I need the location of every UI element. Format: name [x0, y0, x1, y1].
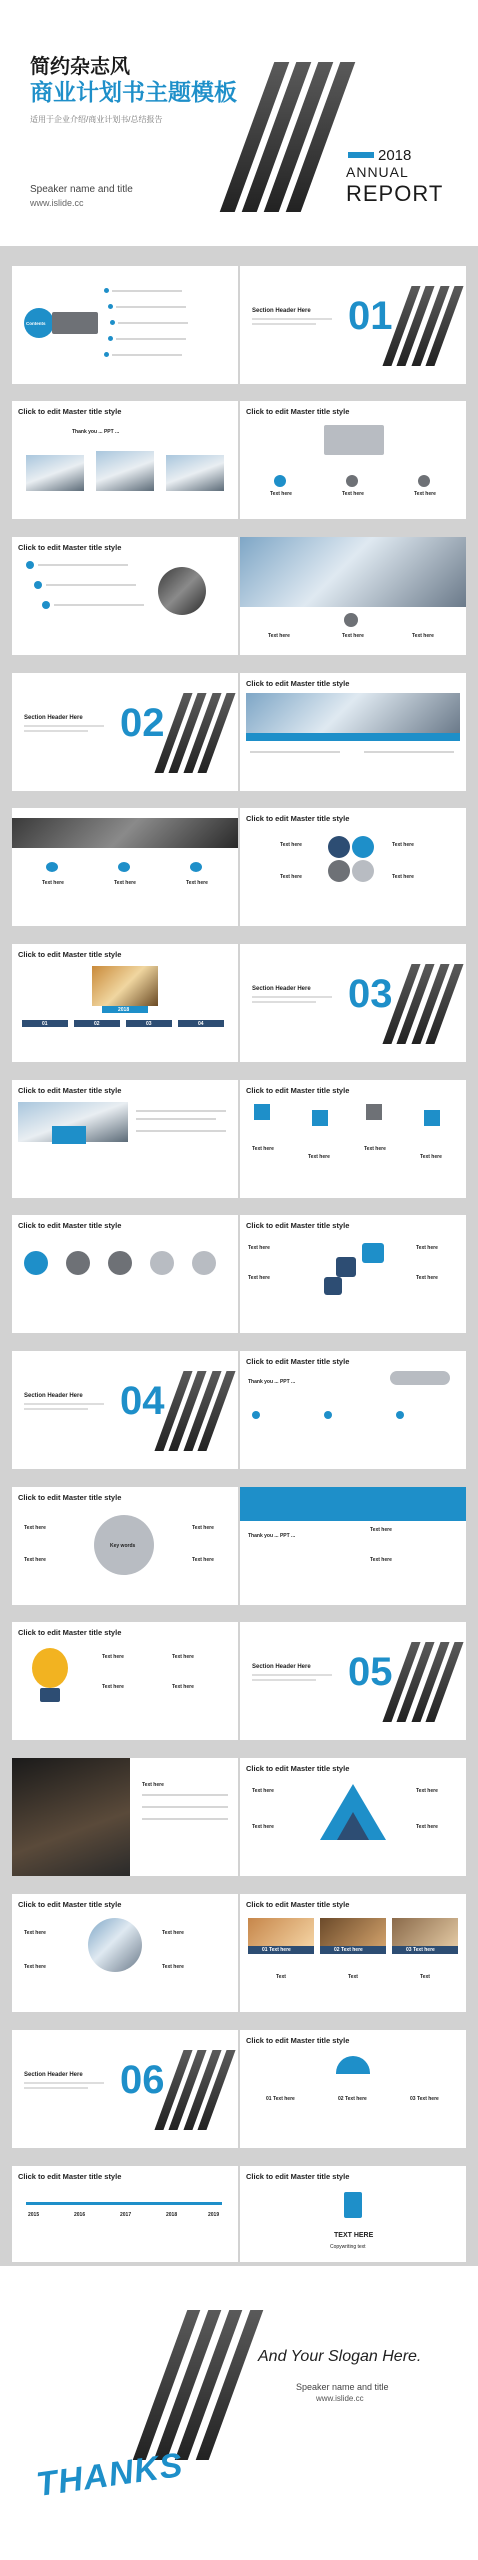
column-text: Text: [276, 1974, 286, 1980]
item-label: Text here: [24, 1525, 46, 1531]
airplane-image: [390, 1371, 450, 1385]
tab-label: 01 Text here: [262, 1947, 291, 1953]
item-label: Text here: [102, 1654, 124, 1660]
cover-speaker: Speaker name and title: [30, 184, 133, 195]
section-desc-line: [24, 2087, 88, 2089]
contents-item-5: [112, 354, 182, 356]
item-label: Text here: [102, 1684, 124, 1690]
slide-title: Click to edit Master title style: [18, 1900, 122, 1909]
contents-item-icon-5: [104, 352, 109, 357]
tab-photo-3: [392, 1918, 458, 1946]
slide-photo-banner[interactable]: [240, 673, 466, 791]
cover-year: 2018: [378, 147, 412, 164]
item-label: Text here: [252, 1788, 274, 1794]
circle-icon-1: [24, 1251, 48, 1275]
lightbulb-base: [40, 1688, 60, 1702]
instagram-icon: [336, 1257, 356, 1277]
photo-building-1: [26, 455, 84, 491]
slide-key-words[interactable]: [12, 1487, 238, 1605]
ending-slogan: And Your Slogan Here.: [258, 2348, 422, 2365]
item-label: Text here: [308, 1154, 330, 1160]
item-label: Text here: [280, 874, 302, 880]
thanks-lettering: THANKS: [34, 2445, 186, 2505]
section-stripe-graphic: [162, 693, 228, 773]
cover-annual: ANNUAL: [346, 164, 409, 180]
section-number: 06: [120, 2058, 165, 2102]
slide-blue-panel[interactable]: [240, 1487, 466, 1605]
ending-speaker: Speaker name and title: [296, 2382, 389, 2392]
item-label: Text here: [114, 880, 136, 886]
section-number: 02: [120, 701, 165, 745]
icon-2: [324, 1411, 332, 1419]
accent-block: [52, 1126, 86, 1144]
slide-title: Click to edit Master title style: [246, 1357, 350, 1366]
column-text: Text: [348, 1974, 358, 1980]
slide-section-05[interactable]: [240, 1622, 466, 1740]
item-label: Text here: [416, 1245, 438, 1251]
item-label: Text here: [162, 1964, 184, 1970]
item-label: Text here: [412, 633, 434, 639]
section-desc-line: [252, 323, 316, 325]
slide-petal-diagram[interactable]: [240, 808, 466, 926]
tab-photo-2: [320, 1918, 386, 1946]
timeline-year: 2018: [166, 2212, 178, 2218]
slide-browser-icons[interactable]: [240, 401, 466, 519]
city-night-photo: [12, 1758, 130, 1876]
tab-photo-1: [248, 1918, 314, 1946]
slide-section-04[interactable]: [12, 1351, 238, 1469]
step-box-2: [312, 1110, 328, 1126]
item-label: Text here: [192, 1525, 214, 1531]
banner-strip: [246, 733, 460, 741]
slide-title: Click to edit Master title style: [18, 1628, 122, 1637]
slide-step-boxes[interactable]: [240, 1080, 466, 1198]
column-label: 03: [146, 1021, 152, 1027]
item-label: Text here: [268, 633, 290, 639]
timeline-year: 2016: [74, 2212, 86, 2218]
item-label: Text here: [172, 1654, 194, 1660]
tab-label: 02 Text here: [338, 2096, 367, 2102]
icon-3: [396, 1411, 404, 1419]
circle-icon-5: [192, 1251, 216, 1275]
icon-circle: [344, 613, 358, 627]
item-label: Text here: [416, 1275, 438, 1281]
slide-key-text: Thank you ... PPT ...: [72, 429, 120, 435]
item-label: Text here: [370, 1557, 392, 1563]
cover-title-line2: 商业计划书主题模板: [30, 79, 237, 105]
circle-icon-2: [66, 1251, 90, 1275]
timeline-year: 2015: [28, 2212, 40, 2218]
section-header: Section Header Here: [252, 308, 311, 314]
item-label: Text here: [248, 1275, 270, 1281]
item-label: Text here: [248, 1245, 270, 1251]
contents-item-icon-2: [108, 304, 113, 309]
contents-item-2: [116, 306, 186, 308]
scaffold-photo: [92, 966, 158, 1006]
text-line: [250, 751, 340, 753]
section-desc-line: [24, 730, 88, 732]
tab-label: 02 Text here: [334, 1947, 363, 1953]
slide-photo-tabs[interactable]: [240, 1894, 466, 2012]
slide-mountain-photo[interactable]: [12, 1080, 238, 1198]
slide-title: Click to edit Master title style: [246, 2172, 350, 2181]
section-stripe-graphic: [162, 2050, 228, 2130]
drink-icon: [344, 2192, 362, 2218]
section-desc-line: [24, 2082, 104, 2084]
slide-title: Click to edit Master title style: [18, 1086, 122, 1095]
section-header: Section Header Here: [24, 2072, 83, 2078]
icon-circle-1: [274, 475, 286, 487]
section-number: 03: [348, 972, 393, 1016]
slide-circle-photo[interactable]: [12, 1894, 238, 2012]
item-label: Text here: [24, 1557, 46, 1563]
section-header: Section Header Here: [24, 1393, 83, 1399]
slide-airplane[interactable]: [240, 1351, 466, 1469]
circle-photo: [88, 1918, 142, 1972]
slide-timeline[interactable]: [12, 2166, 238, 2262]
section-desc-line: [24, 1408, 88, 1410]
cover-slide: [0, 0, 478, 246]
blue-panel: [240, 1487, 466, 1521]
slide-umbrella[interactable]: [240, 2030, 466, 2148]
section-desc-line: [252, 996, 332, 998]
slide-columns[interactable]: [12, 944, 238, 1062]
contents-item-icon-1: [104, 288, 109, 293]
slide-title: Click to edit Master title style: [18, 1493, 122, 1502]
slide-city-night[interactable]: [12, 1758, 238, 1876]
slide-title: Click to edit Master title style: [246, 679, 350, 688]
petal-4: [352, 860, 374, 882]
building-photo: [240, 537, 466, 607]
item-label: Text here: [270, 491, 292, 497]
cloud-icon: [118, 862, 130, 872]
item-label: Text here: [252, 1146, 274, 1152]
year-tag-label: 2018: [118, 1007, 130, 1013]
item-label: Text here: [364, 1146, 386, 1152]
triangle-diagram: [318, 1782, 388, 1842]
item-label: Text here: [172, 1684, 194, 1690]
item-label: Text here: [24, 1964, 46, 1970]
slide-title: Click to edit Master title style: [246, 407, 350, 416]
item-label: Text here: [342, 491, 364, 497]
contents-label: Contents: [26, 321, 46, 326]
step-box-1: [254, 1104, 270, 1120]
photo-building-3: [166, 455, 224, 491]
section-header: Section Header Here: [252, 986, 311, 992]
text-here-caps: TEXT HERE: [334, 2232, 374, 2239]
section-number: 05: [348, 1650, 393, 1694]
section-desc-line: [24, 1403, 104, 1405]
tab-label: 03 Text here: [406, 1947, 435, 1953]
copy-text: Copywriting text: [330, 2244, 366, 2250]
slide-lightbulb[interactable]: [12, 1622, 238, 1740]
section-number: 01: [348, 294, 393, 338]
slide-photo-icons[interactable]: [240, 537, 466, 655]
contents-arrow-shape: [52, 312, 98, 334]
item-label: Text here: [42, 880, 64, 886]
section-header: Section Header Here: [24, 715, 83, 721]
text-line: [142, 1806, 228, 1808]
item-label: Text here: [142, 1782, 164, 1788]
slide-cloud-icons[interactable]: [12, 808, 238, 926]
umbrella-icon: [336, 2056, 370, 2074]
slide-title: Click to edit Master title style: [18, 950, 122, 959]
cover-subtitle: 适用于企业介绍/商业计划书/总结报告: [30, 115, 163, 124]
item-label: Text here: [416, 1824, 438, 1830]
ending-website: www.islide.cc: [316, 2394, 364, 2403]
tab-label: 01 Text here: [266, 2096, 295, 2102]
icon-1: [252, 1411, 260, 1419]
cloud-icon: [190, 862, 202, 872]
timeline-year: 2017: [120, 2212, 132, 2218]
slide-social-icons[interactable]: [240, 1215, 466, 1333]
item-label: Text here: [192, 1557, 214, 1563]
text-line: [142, 1794, 228, 1796]
section-desc-line: [252, 1679, 316, 1681]
item-label: Text here: [392, 874, 414, 880]
petal-3: [328, 860, 350, 882]
column-label: 01: [42, 1021, 48, 1027]
section-header: Section Header Here: [252, 1664, 311, 1670]
slide-title: Click to edit Master title style: [246, 2036, 350, 2045]
slide-magnifier[interactable]: [12, 537, 238, 655]
photo-building-2: [96, 451, 154, 491]
list-line-3: [54, 604, 144, 606]
item-label: Text here: [420, 1154, 442, 1160]
section-stripe-graphic: [390, 286, 456, 366]
section-stripe-graphic: [390, 964, 456, 1044]
cover-accent-bar: [348, 152, 374, 158]
section-desc-line: [252, 1674, 332, 1676]
column-label: 04: [198, 1021, 204, 1027]
section-stripe-graphic: [390, 1642, 456, 1722]
text-line: [364, 751, 454, 753]
slide-title: Click to edit Master title style: [246, 814, 350, 823]
section-number: 04: [120, 1379, 165, 1423]
dark-photo-banner: [12, 818, 238, 848]
circle-icon-3: [108, 1251, 132, 1275]
cover-website: www.islide.cc: [30, 198, 84, 208]
item-label: Text here: [252, 1824, 274, 1830]
cover-stripe-graphic: [232, 62, 342, 212]
section-desc-line: [24, 725, 104, 727]
banner-photo: [246, 693, 460, 733]
list-number-1: [26, 561, 34, 569]
list-line-2: [46, 584, 136, 586]
item-label: Text here: [186, 880, 208, 886]
browser-mockup: [324, 425, 384, 455]
slide-title: Click to edit Master title style: [246, 1221, 350, 1230]
slide-section-02[interactable]: [12, 673, 238, 791]
slide-key-text: Thank you ... PPT ...: [248, 1533, 296, 1539]
list-number-3: [42, 601, 50, 609]
petal-1: [328, 836, 350, 858]
circle-icon-4: [150, 1251, 174, 1275]
column-text: Text: [420, 1974, 430, 1980]
slide-triangle[interactable]: [240, 1758, 466, 1876]
item-label: Text here: [342, 633, 364, 639]
slide-section-03[interactable]: [240, 944, 466, 1062]
slide-title: Click to edit Master title style: [18, 1221, 122, 1230]
timeline-year: 2019: [208, 2212, 220, 2218]
list-number-2: [34, 581, 42, 589]
item-label: Text here: [416, 1788, 438, 1794]
magnifier-lens: [158, 567, 206, 615]
item-label: Text here: [280, 842, 302, 848]
text-line: [136, 1130, 226, 1132]
slide-title: Click to edit Master title style: [246, 1900, 350, 1909]
petal-2: [352, 836, 374, 858]
slide-title: Click to edit Master title style: [18, 407, 122, 416]
item-label: Text here: [414, 491, 436, 497]
slide-contents[interactable]: [12, 266, 238, 384]
contents-item-icon-3: [110, 320, 115, 325]
step-box-4: [424, 1110, 440, 1126]
cover-title-line1: 简约杂志风: [30, 56, 130, 78]
item-label: Text here: [162, 1930, 184, 1936]
slide-title: Click to edit Master title style: [18, 543, 122, 552]
cover-report: REPORT: [346, 181, 444, 206]
step-box-3: [366, 1104, 382, 1120]
timeline-bar: [26, 2202, 222, 2205]
vimeo-icon: [324, 1277, 342, 1295]
slide-title: Click to edit Master title style: [18, 2172, 122, 2181]
slide-key-text: Thank you ... PPT ...: [248, 1379, 296, 1385]
icon-circle-2: [346, 475, 358, 487]
slide-five-circles[interactable]: [12, 1215, 238, 1333]
text-line: [136, 1118, 216, 1120]
text-line: [136, 1110, 226, 1112]
lightbulb-icon: [32, 1648, 68, 1688]
slide-photos-three[interactable]: [12, 401, 238, 519]
section-desc-line: [252, 318, 332, 320]
slide-section-01[interactable]: [240, 266, 466, 384]
cloud-icon: [46, 862, 58, 872]
slide-section-06[interactable]: [12, 2030, 238, 2148]
ending-slide: [0, 2266, 478, 2560]
contents-item-1: [112, 290, 182, 292]
section-desc-line: [252, 1001, 316, 1003]
slide-title: Click to edit Master title style: [246, 1764, 350, 1773]
list-line-1: [38, 564, 128, 566]
key-words-label: Key words: [110, 1543, 136, 1549]
item-label: Text here: [370, 1527, 392, 1533]
item-label: Text here: [24, 1930, 46, 1936]
item-label: Text here: [392, 842, 414, 848]
ending-stripe-graphic: [150, 2310, 246, 2460]
text-line: [142, 1818, 228, 1820]
section-stripe-graphic: [162, 1371, 228, 1451]
contents-item-4: [116, 338, 186, 340]
twitter-icon: [362, 1243, 384, 1263]
slide-title: Click to edit Master title style: [246, 1086, 350, 1095]
contents-item-icon-4: [108, 336, 113, 341]
column-label: 02: [94, 1021, 100, 1027]
contents-item-3: [118, 322, 188, 324]
tab-label: 03 Text here: [410, 2096, 439, 2102]
slide-text-here[interactable]: [240, 2166, 466, 2262]
icon-circle-3: [418, 475, 430, 487]
